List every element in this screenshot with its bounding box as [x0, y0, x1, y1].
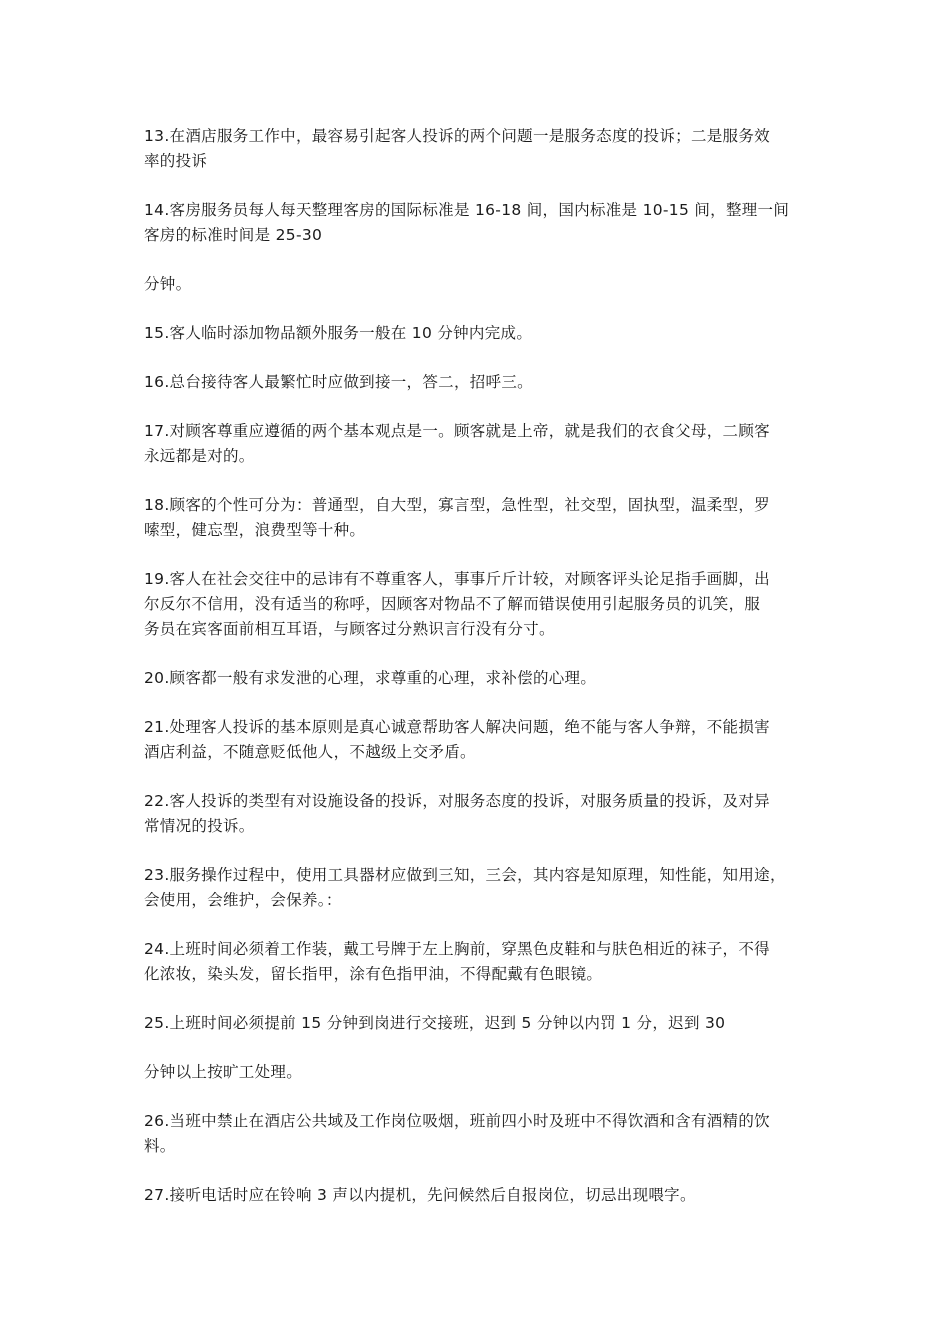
paragraph-line: 25.上班时间必须提前 15 分钟到岗进行交接班，迟到 5 分钟以内罚 1 分，迟到 30 [144, 1014, 726, 1032]
document-body [144, 124, 816, 1232]
paragraph-line: 26.当班中禁止在酒店公共域及工作岗位吸烟，班前四小时及班中不得饮酒和含有酒精的饮 [144, 1112, 770, 1130]
paragraph-15 [144, 321, 816, 346]
paragraph-line: 23.服务操作过程中，使用工具器材应做到三知，三会，其内容是知原理，知性能，知用途， [144, 866, 786, 884]
paragraph-line: 22.客人投诉的类型有对设施设备的投诉，对服务态度的投诉，对服务质量的投诉，及对异 [144, 792, 770, 810]
paragraph-line: 料。 [144, 1137, 176, 1155]
paragraph-line: 嗦型，健忘型，浪费型等十种。 [144, 521, 366, 539]
paragraph-14 [144, 198, 816, 248]
paragraph-27 [144, 1183, 816, 1208]
paragraph-line: 15.客人临时添加物品额外服务一般在 10 分钟内完成。 [144, 324, 533, 342]
paragraph-25 [144, 1011, 816, 1036]
paragraph-line: 分钟以上按旷工处理。 [144, 1063, 303, 1081]
paragraph-line: 13.在酒店服务工作中，最容易引起客人投诉的两个问题一是服务态度的投诉；二是服务效 [144, 127, 770, 145]
paragraph-line: 会使用，会维护，会保养。： [144, 891, 342, 909]
paragraph-26 [144, 1109, 816, 1159]
paragraph-16 [144, 370, 816, 395]
paragraph-20 [144, 666, 816, 691]
paragraph-line: 尔反尔不信用，没有适当的称呼，因顾客对物品不了解而错误使用引起服务员的讥笑，服 [144, 595, 761, 613]
paragraph-22 [144, 789, 816, 839]
paragraph-line: 分钟。 [144, 275, 192, 293]
paragraph-line: 27.接听电话时应在铃响 3 声以内提机，先问候然后自报岗位，切忌出现喂字。 [144, 1186, 696, 1204]
paragraph-25-continued [144, 1060, 816, 1085]
paragraph-line: 18.顾客的个性可分为：普通型，自大型，寡言型，急性型，社交型，固执型，温柔型，罗 [144, 496, 770, 514]
paragraph-18 [144, 493, 816, 543]
paragraph-line: 酒店利益，不随意贬低他人，不越级上交矛盾。 [144, 743, 476, 761]
paragraph-13 [144, 124, 816, 174]
paragraph-19 [144, 567, 816, 642]
paragraph-line: 客房的标准时间是 25-30 [144, 226, 323, 244]
paragraph-line: 21.处理客人投诉的基本原则是真心诚意帮助客人解决问题，绝不能与客人争辩，不能损害 [144, 718, 770, 736]
paragraph-line: 率的投诉 [144, 152, 208, 170]
paragraph-line: 化浓妆，染头发，留长指甲，涂有色指甲油，不得配戴有色眼镜。 [144, 965, 603, 983]
paragraph-line: 19.客人在社会交往中的忌讳有不尊重客人，事事斤斤计较，对顾客评头论足指手画脚，出 [144, 570, 770, 588]
paragraph-line: 16.总台接待客人最繁忙时应做到接一，答二，招呼三。 [144, 373, 533, 391]
paragraph-23 [144, 863, 816, 913]
paragraph-line: 24.上班时间必须着工作装，戴工号牌于左上胸前，穿黑色皮鞋和与肤色相近的袜子，不得 [144, 940, 770, 958]
paragraph-line: 14.客房服务员每人每天整理客房的国际标准是 16-18 间，国内标准是 10-15 间，整理一间 [144, 201, 790, 219]
paragraph-line: 20.顾客都一般有求发泄的心理，求尊重的心理，求补偿的心理。 [144, 669, 597, 687]
paragraph-line: 务员在宾客面前相互耳语，与顾客过分熟识言行没有分寸。 [144, 620, 555, 638]
paragraph-14-continued [144, 272, 816, 297]
paragraph-24 [144, 937, 816, 987]
paragraph-21 [144, 715, 816, 765]
paragraph-17 [144, 419, 816, 469]
paragraph-line: 永远都是对的。 [144, 447, 255, 465]
paragraph-line: 常情况的投诉。 [144, 817, 255, 835]
paragraph-line: 17.对顾客尊重应遵循的两个基本观点是一。顾客就是上帝，就是我们的衣食父母，二顾客 [144, 422, 770, 440]
